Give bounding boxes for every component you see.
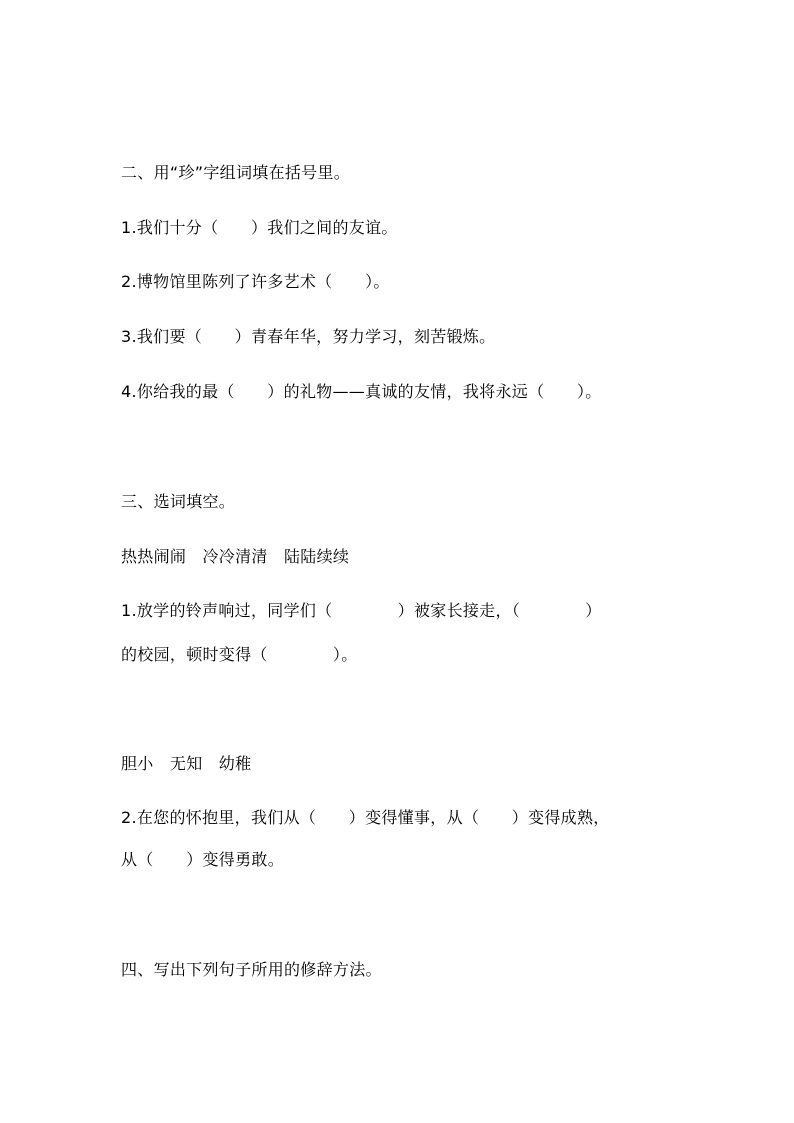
section3-question-2-line-2: 从（ ）变得勇敢。 xyxy=(121,850,285,869)
section3-question-1-line-1: 1.放学的铃声响过，同学们（ ）被家长接走，（ ） xyxy=(121,601,602,620)
section2-question-2: 2.博物馆里陈列了许多艺术（ ）。 xyxy=(121,272,390,291)
section4-heading: 四、写出下列句子所用的修辞方法。 xyxy=(121,960,382,979)
section2-question-1: 1.我们十分（ ）我们之间的友谊。 xyxy=(121,218,398,237)
section3-word-choices-2: 胆小 无知 幼稚 xyxy=(121,754,252,773)
section3-word-choices-1: 热热闹闹 冷冷清清 陆陆续续 xyxy=(121,547,350,566)
section3-heading: 三、选词填空。 xyxy=(121,492,236,511)
section3-question-2-line-1: 2.在您的怀抱里，我们从（ ）变得懂事，从（ ）变得成熟， xyxy=(121,808,610,827)
section2-question-4: 4.你给我的最（ ）的礼物——真诚的友情，我将永远（ ）。 xyxy=(121,382,602,401)
section3-question-1-line-2: 的校园，顿时变得（ ）。 xyxy=(121,645,358,664)
section2-question-3: 3.我们要（ ）青春年华，努力学习，刻苦锻炼。 xyxy=(121,327,496,346)
section2-heading: 二、用“珍”字组词填在括号里。 xyxy=(121,163,351,182)
